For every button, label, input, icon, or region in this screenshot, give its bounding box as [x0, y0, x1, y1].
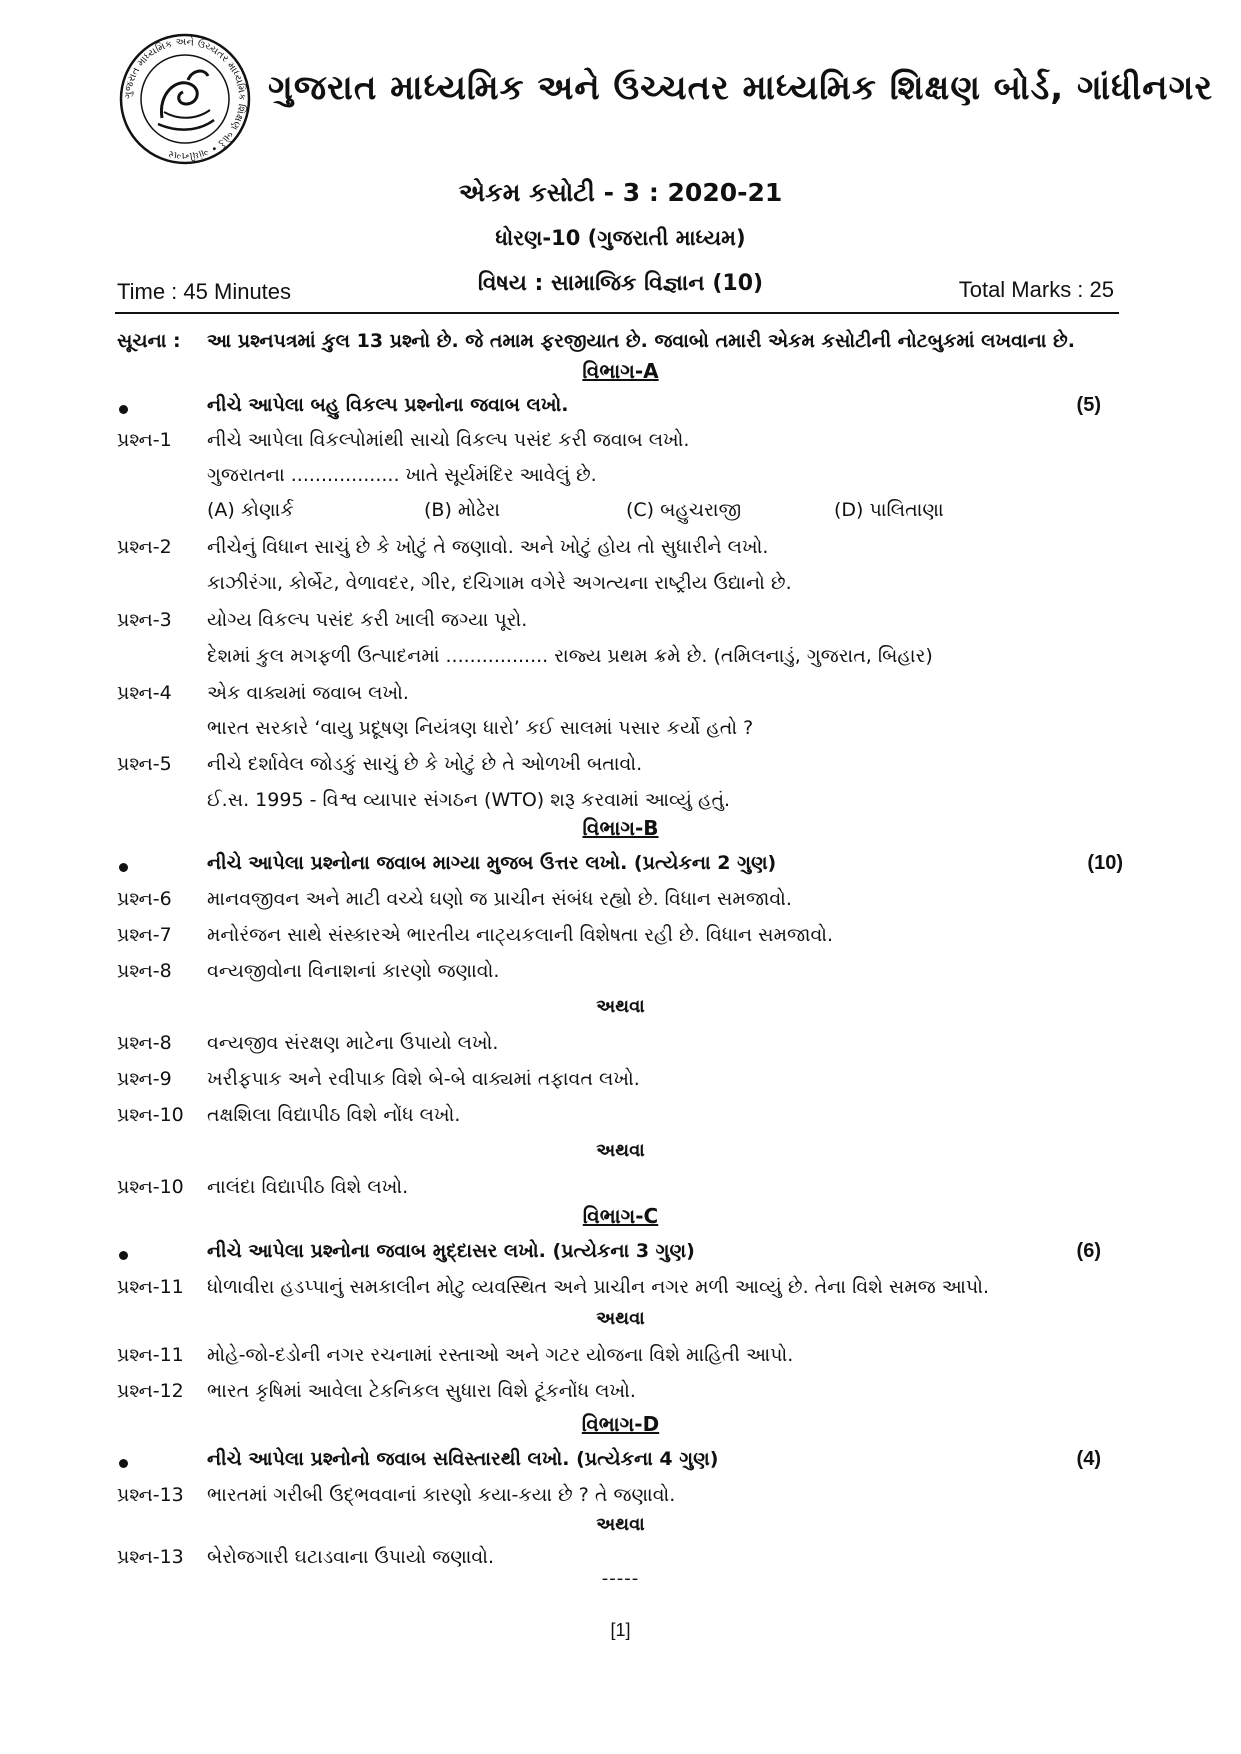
exam-title: એકમ કસોટી - 3 : 2020-21 — [458, 178, 783, 207]
question-label: પ્રશ્ન-13 — [117, 1546, 184, 1568]
question-line — [0, 717, 1241, 751]
question-text: ભારતમાં ગરીબી ઉદ્ભવવાનાં કારણો કયા-કયા છે ? તે જણાવો. — [207, 1484, 676, 1506]
option-d: (D) પાલિતાણા — [834, 499, 944, 521]
question-label: પ્રશ્ન-10 — [117, 1176, 184, 1198]
question-text: ખરીફપાક અને રવીપાક વિશે બે-બે વાક્યમાં તફાવત લખો. — [207, 1068, 640, 1090]
question-text: વન્યજીવોના વિનાશનાં કારણો જણાવો. — [207, 960, 500, 982]
question-row — [0, 1068, 1241, 1102]
question-label: પ્રશ્ન-6 — [117, 888, 172, 910]
option-b: (B) મોઢેરા — [424, 499, 500, 521]
instruction-text: આ પ્રશ્નપત્રમાં કુલ 13 પ્રશ્નો છે. જે તમામ ફરજીયાત છે. જવાબો તમારી એકમ કસોટીની નોટબુકમાં લખવાના છે. — [207, 330, 1075, 352]
question-row — [0, 682, 1241, 716]
question-text: નીચેનું વિધાન સાચું છે કે ખોટું તે જણાવો. અને ખોટું હોય તો સુધારીને લખો. — [207, 536, 769, 558]
bullet — [119, 405, 128, 414]
board-name: ગુજરાત માધ્યમિક અને ઉચ્ચતર માધ્યમિક શિક્ષણ બોર્ડ, ગાંધીનગર — [268, 68, 1214, 108]
question-text: વન્યજીવ સંરક્ષણ માટેના ઉપાયો લખો. — [207, 1032, 499, 1054]
section-d-instruction: નીચે આપેલા પ્રશ્નોનો જવાબ સવિસ્તારથી લખો. (પ્રત્યેકના 4 ગુણ) — [207, 1448, 719, 1470]
question-row — [0, 1344, 1241, 1378]
question-row — [0, 924, 1241, 958]
section-b-instruction-row — [0, 852, 1241, 886]
logo-ring-text: ગુજરાત માધ્યમિક અને ઉચ્ચતર માધ્યમિક શિક્ષણ બોર્ડ • ગાંધીનગર — [122, 36, 248, 162]
bullet — [119, 863, 128, 872]
question-text: મનોરંજન સાથે સંસ્કારએ ભારતીય નાટ્યકલાની વિશેષતા રહી છે. વિધાન સમજાવો. — [207, 924, 834, 946]
question-label: પ્રશ્ન-7 — [117, 924, 172, 946]
or-divider: અથવા — [596, 1140, 645, 1161]
question-row — [0, 1380, 1241, 1414]
question-blank-line: ગુજરાતના .................. ખાતે સૂર્યમંદિર આવેલું છે. — [207, 464, 597, 486]
question-label: પ્રશ્ન-8 — [117, 1032, 172, 1054]
question-statement: ભારત સરકારે ‘વાયુ પ્રદૂષણ નિયંત્રણ ધારો’ કઈ સાલમાં પસાર કર્યો હતો ? — [207, 717, 754, 739]
question-text: માનવજીવન અને માટી વચ્ચે ઘણો જ પ્રાચીન સંબંધ રહ્યો છે. વિધાન સમજાવો. — [207, 888, 792, 910]
section-a-instruction-row — [0, 394, 1241, 428]
section-d-marks: (4) — [1076, 1448, 1101, 1470]
instruction-label: સૂચના : — [117, 330, 181, 352]
question-text: ધોળાવીરા હડપ્પાનું સમકાલીન મોટુ વ્યવસ્થિત અને પ્રાચીન નગર મળી આવ્યું છે. તેના વિશે સમજ આપો. — [207, 1276, 990, 1298]
question-row — [0, 960, 1241, 994]
section-d-title: વિભાગ-D — [581, 1412, 660, 1436]
question-label: પ્રશ્ન-1 — [117, 429, 172, 451]
question-label: પ્રશ્ન-13 — [117, 1484, 184, 1506]
question-label: પ્રશ્ન-3 — [117, 609, 172, 631]
question-label: પ્રશ્ન-4 — [117, 682, 172, 704]
section-c-title: વિભાગ-C — [582, 1204, 659, 1228]
question-text: નીચે આપેલા વિકલ્પોમાંથી સાચો વિકલ્પ પસંદ કરી જવાબ લખો. — [207, 429, 690, 451]
question-line — [0, 464, 1241, 498]
or-divider: અથવા — [596, 996, 645, 1017]
question-row — [0, 1484, 1241, 1518]
page-number: [1] — [610, 1620, 631, 1640]
question-text: બેરોજગારી ઘટાડવાના ઉપાયો જણાવો. — [207, 1546, 495, 1568]
option-c: (C) બહુચરાજી — [626, 499, 742, 521]
section-a-instruction: નીચે આપેલા બહુ વિકલ્પ પ્રશ્નોના જવાબ લખો. — [207, 394, 569, 416]
question-statement: દેશમાં કુલ મગફળી ઉત્પાદનમાં ................. રાજ્ય પ્રથમ ક્રમે છે. (તમિલનાડું, ગુજરાત, બિહાર) — [207, 645, 933, 667]
question-text: તક્ષશિલા વિદ્યાપીઠ વિશે નોંધ લખો. — [207, 1104, 461, 1126]
question-statement: ઈ.સ. 1995 - વિશ્વ વ્યાપાર સંગઠન (WTO) શરૂ કરવામાં આવ્યું હતું. — [207, 789, 731, 811]
question-text: નીચે દર્શાવેલ જોડકું સાચું છે કે ખોટું છે તે ઓળખી બતાવો. — [207, 753, 643, 775]
question-label: પ્રશ્ન-11 — [117, 1344, 184, 1366]
question-label: પ્રશ્ન-12 — [117, 1380, 184, 1402]
options-row — [0, 499, 1241, 533]
bullet — [119, 1459, 128, 1468]
header-rule — [115, 312, 1119, 314]
section-d-instruction-row — [0, 1448, 1241, 1482]
question-label: પ્રશ્ન-10 — [117, 1104, 184, 1126]
question-label: પ્રશ્ન-9 — [117, 1068, 172, 1090]
or-divider: અથવા — [596, 1308, 645, 1329]
board-logo — [118, 32, 252, 166]
standard-title: ધોરણ-10 (ગુજરાતી માધ્યમ) — [495, 226, 746, 250]
section-b-title: વિભાગ-B — [582, 816, 659, 840]
question-row — [0, 1032, 1241, 1066]
question-text: યોગ્ય વિકલ્પ પસંદ કરી ખાલી જગ્યા પૂરો. — [207, 609, 528, 631]
section-a-marks: (5) — [1076, 394, 1101, 416]
question-row — [0, 753, 1241, 787]
question-row — [0, 1104, 1241, 1138]
question-text: ભારત કૃષિમાં આવેલા ટેકનિકલ સુધારા વિશે ટૂંકનોંધ લખો. — [207, 1380, 636, 1402]
question-line — [0, 645, 1241, 679]
question-row — [0, 609, 1241, 643]
section-c-instruction: નીચે આપેલા પ્રશ્નોના જવાબ મુદ્દાસર લખો. (પ્રત્યેકના 3 ગુણ) — [207, 1240, 695, 1262]
question-line — [0, 572, 1241, 606]
end-dashes: ----- — [601, 1568, 640, 1589]
subject-title: વિષય : સામાજિક વિજ્ઞાન (10) — [477, 271, 764, 296]
question-row — [0, 888, 1241, 922]
question-row — [0, 536, 1241, 570]
option-a: (A) કોણાર્ક — [207, 499, 294, 521]
total-marks-label: Total Marks : 25 — [958, 277, 1114, 302]
question-label: પ્રશ્ન-8 — [117, 960, 172, 982]
bullet — [119, 1251, 128, 1260]
question-label: પ્રશ્ન-2 — [117, 536, 172, 558]
question-text: નાલંદા વિદ્યાપીઠ વિશે લખો. — [207, 1176, 409, 1198]
or-divider: અથવા — [596, 1514, 645, 1535]
section-c-instruction-row — [0, 1240, 1241, 1274]
section-a-title: વિભાગ-A — [582, 359, 659, 383]
section-b-marks: (10) — [1087, 852, 1123, 874]
question-text: મોહે-જો-દડોની નગર રચનામાં રસ્તાઓ અને ગટર યોજના વિશે માહિતી આપો. — [207, 1344, 794, 1366]
question-statement: કાઝીરંગા, કોર્બેટ, વેળાવદર, ગીર, દચિગામ વગેરે અગત્યના રાષ્ટ્રીય ઉદ્યાનો છે. — [207, 572, 792, 594]
section-b-instruction: નીચે આપેલા પ્રશ્નોના જવાબ માગ્યા મુજબ ઉત્તર લખો. (પ્રત્યેકના 2 ગુણ) — [207, 852, 777, 874]
question-text: એક વાક્યમાં જવાબ લખો. — [207, 682, 409, 704]
section-c-marks: (6) — [1076, 1240, 1101, 1262]
question-row — [0, 1276, 1241, 1310]
time-label: Time : 45 Minutes — [117, 279, 292, 304]
question-label: પ્રશ્ન-5 — [117, 753, 172, 775]
question-label: પ્રશ્ન-11 — [117, 1276, 184, 1298]
question-row — [0, 429, 1241, 463]
